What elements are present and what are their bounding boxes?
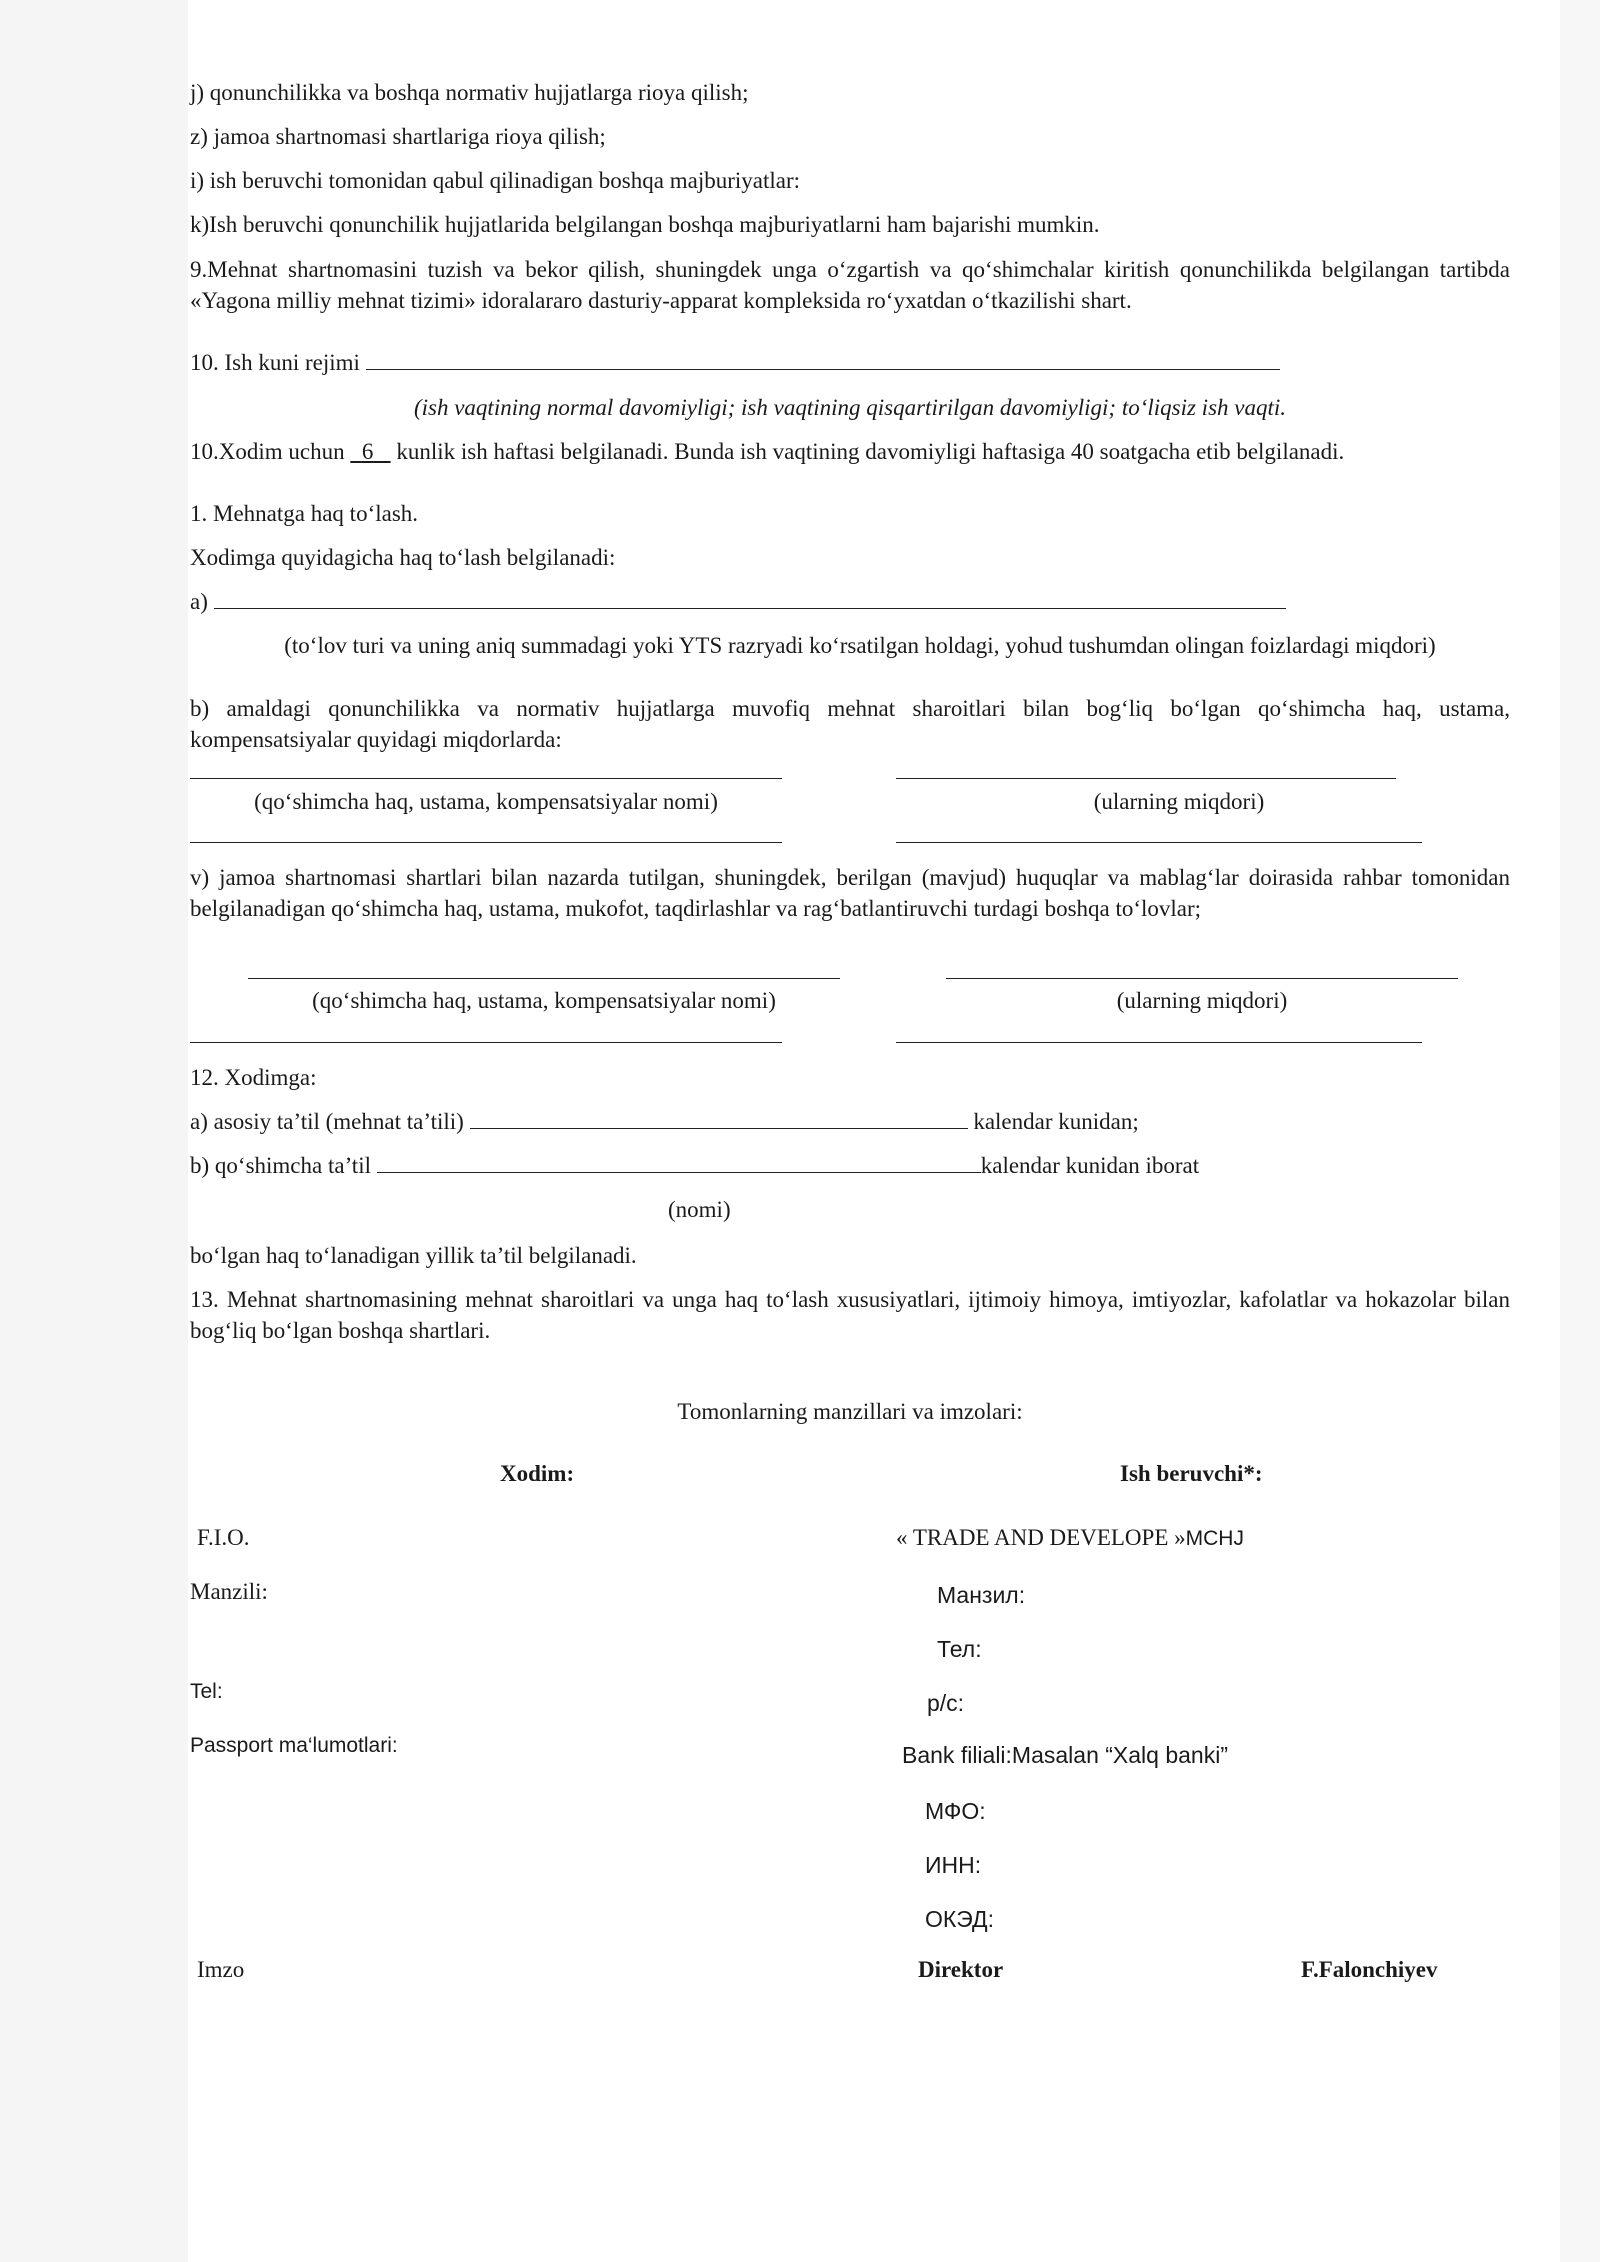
employer-company-name: « TRADE AND DEVELOPE » (896, 1525, 1186, 1550)
employer-company (896, 1522, 1244, 1554)
vacation-b-blank (377, 1150, 981, 1173)
payment-v-amount-line-2 (896, 1042, 1422, 1043)
work-regime-hint: (ish vaqtining normal davomiyligi; ish vaqtining qisqartirilgan davomiyligi; to‘liqsiz ish vaqti. (413, 395, 1287, 420)
employee-fio: F.I.O. (197, 1525, 250, 1550)
employer-account: р/с: (927, 1690, 965, 1716)
employer-mfo: МФО: (925, 1798, 986, 1824)
work-week-prefix: 10.Xodim uchun (190, 439, 345, 464)
item-i: i) ish beruvchi tomonidan qabul qilinadigan boshqa majburiyatlar: (190, 168, 801, 193)
vacation-a-label: a) asosiy ta’til (mehnat ta’tili) (190, 1109, 464, 1134)
vacation-a-blank (470, 1106, 968, 1129)
work-regime-label: 10. Ish kuni rejimi (190, 350, 360, 375)
paragraph-9: 9.Mehnat shartnomasini tuzish va bekor qilish, shuningdek unga o‘zgartish va qo‘shimchalar kiritish qonunchilikda belgilangan tartibda «Yagona milliy mehnat tizimi» idoralararo dasturiy-apparat kompleksida ro‘yxatdan o‘tkazilishi shart. (190, 257, 1510, 313)
payment-title: 1. Mehnatga haq to‘lash. (190, 501, 419, 526)
item-z: z) jamoa shartnomasi shartlariga rioya qilish; (190, 124, 606, 149)
work-regime-blank (366, 347, 1280, 370)
employer-title: Ish beruvchi*: (1120, 1461, 1263, 1486)
employee-passport: Passport ma‘lumotlari: (190, 1734, 398, 1757)
payment-a-label: a) (190, 589, 208, 614)
vacation-a-suffix: kalendar kunidan; (973, 1109, 1139, 1134)
payment-v-name-line-2 (190, 1042, 782, 1043)
signatures-heading: Tomonlarning manzillari va imzolari: (677, 1399, 1023, 1424)
work-regime-line (190, 347, 1510, 378)
vacation-a-line (190, 1106, 1510, 1137)
payment-a-hint: (to‘lov turi va uning aniq summadagi yoki YTS razryadi ko‘rsatilgan holdagi, yohud tushumdan olingan foizlardagi miqdori) (284, 633, 1436, 658)
vacation-b-suffix: kalendar kunidan iborat (980, 1153, 1200, 1178)
payment-intro: Xodimga quyidagicha haq to‘lash belgilanadi: (190, 545, 616, 570)
payment-b-name-line (190, 778, 782, 779)
payment-a-blank (214, 586, 1286, 609)
employer-inn: ИНН: (925, 1852, 982, 1878)
work-week-paragraph (190, 436, 1510, 467)
work-week-days: 6 (361, 439, 374, 464)
payment-v-amount-caption: (ularning miqdori) (1116, 988, 1288, 1013)
employer-okad: ОКЭД: (925, 1906, 995, 1932)
vacation-title: 12. Xodimga: (190, 1065, 317, 1090)
payment-v-name-line (248, 978, 840, 979)
payment-b-name-line-2 (190, 842, 782, 843)
item-k: k)Ish beruvchi qonunchilik hujjatlarida belgilangan boshqa majburiyatlarni ham bajarishi mumkin. (190, 212, 1100, 237)
paragraph-13: 13. Mehnat shartnomasining mehnat sharoitlari va unga haq to‘lash xususiyatlari, ijtimoiy himoya, imtiyozlar, kafolatlar va hokazolar bilan bog‘liq bo‘lgan boshqa shartlari. (190, 1287, 1510, 1343)
page-margin-right (1560, 0, 1600, 2262)
payment-b-text: b) amaldagi qonunchilikka va normativ hujjatlarga muvofiq mehnat sharoitlari bilan bog‘liq bo‘lgan qo‘shimcha haq, ustama, kompensatsiyalar quyidagi miqdorlarda: (190, 696, 1510, 752)
vacation-b-line (190, 1150, 1510, 1181)
employer-position: Direktor (918, 1957, 1004, 1982)
employee-title: Xodim: (500, 1461, 575, 1486)
work-week-suffix: kunlik ish haftasi belgilanadi. Bunda ish vaqtining davomiyligi haftasiga 40 soatgacha etib belgilanadi. (396, 439, 1345, 464)
payment-v-amount-line (946, 978, 1458, 979)
employer-bank: Bank filiali:Masalan “Xalq banki” (902, 1742, 1228, 1768)
employer-address: Манзил: (937, 1582, 1026, 1608)
payment-a-line (190, 586, 1510, 617)
vacation-closing: bo‘lgan haq to‘lanadigan yillik ta’til belgilanadi. (190, 1243, 637, 1268)
payment-b-name-caption: (qo‘shimcha haq, ustama, kompensatsiyalar nomi) (254, 789, 718, 814)
item-j: j) qonunchilikka va boshqa normativ hujjatlarga rioya qilish; (190, 80, 749, 105)
employee-address: Manzili: (190, 1579, 268, 1604)
payment-b-amount-line-2 (896, 842, 1422, 843)
employee-sign-label: Imzo (197, 1957, 245, 1982)
employer-company-suffix: MCHJ (1185, 1527, 1244, 1550)
employer-phone: Тел: (937, 1636, 982, 1662)
payment-v-text: v) jamoa shartnomasi shartlari bilan nazarda tutilgan, shuningdek, berilgan (mavjud) huquqlar va mablag‘lar doirasida rahbar tomonidan belgilanadigan qo‘shimcha haq, ustama, mukofot, taqdirlashlar va rag‘batlantiruvchi turdagi boshqa to‘lovlar; (190, 865, 1510, 921)
vacation-b-label: b) qo‘shimcha ta’til (190, 1153, 371, 1178)
employer-director-name: F.Falonchiyev (1301, 1957, 1438, 1982)
employee-phone: Tel: (190, 1680, 223, 1703)
payment-b-amount-caption: (ularning miqdori) (1093, 789, 1265, 814)
payment-v-name-caption: (qo‘shimcha haq, ustama, kompensatsiyalar nomi) (312, 988, 776, 1013)
page-margin-left (0, 0, 188, 2262)
payment-b-amount-line (896, 778, 1396, 779)
vacation-name-caption: (nomi) (668, 1197, 731, 1222)
